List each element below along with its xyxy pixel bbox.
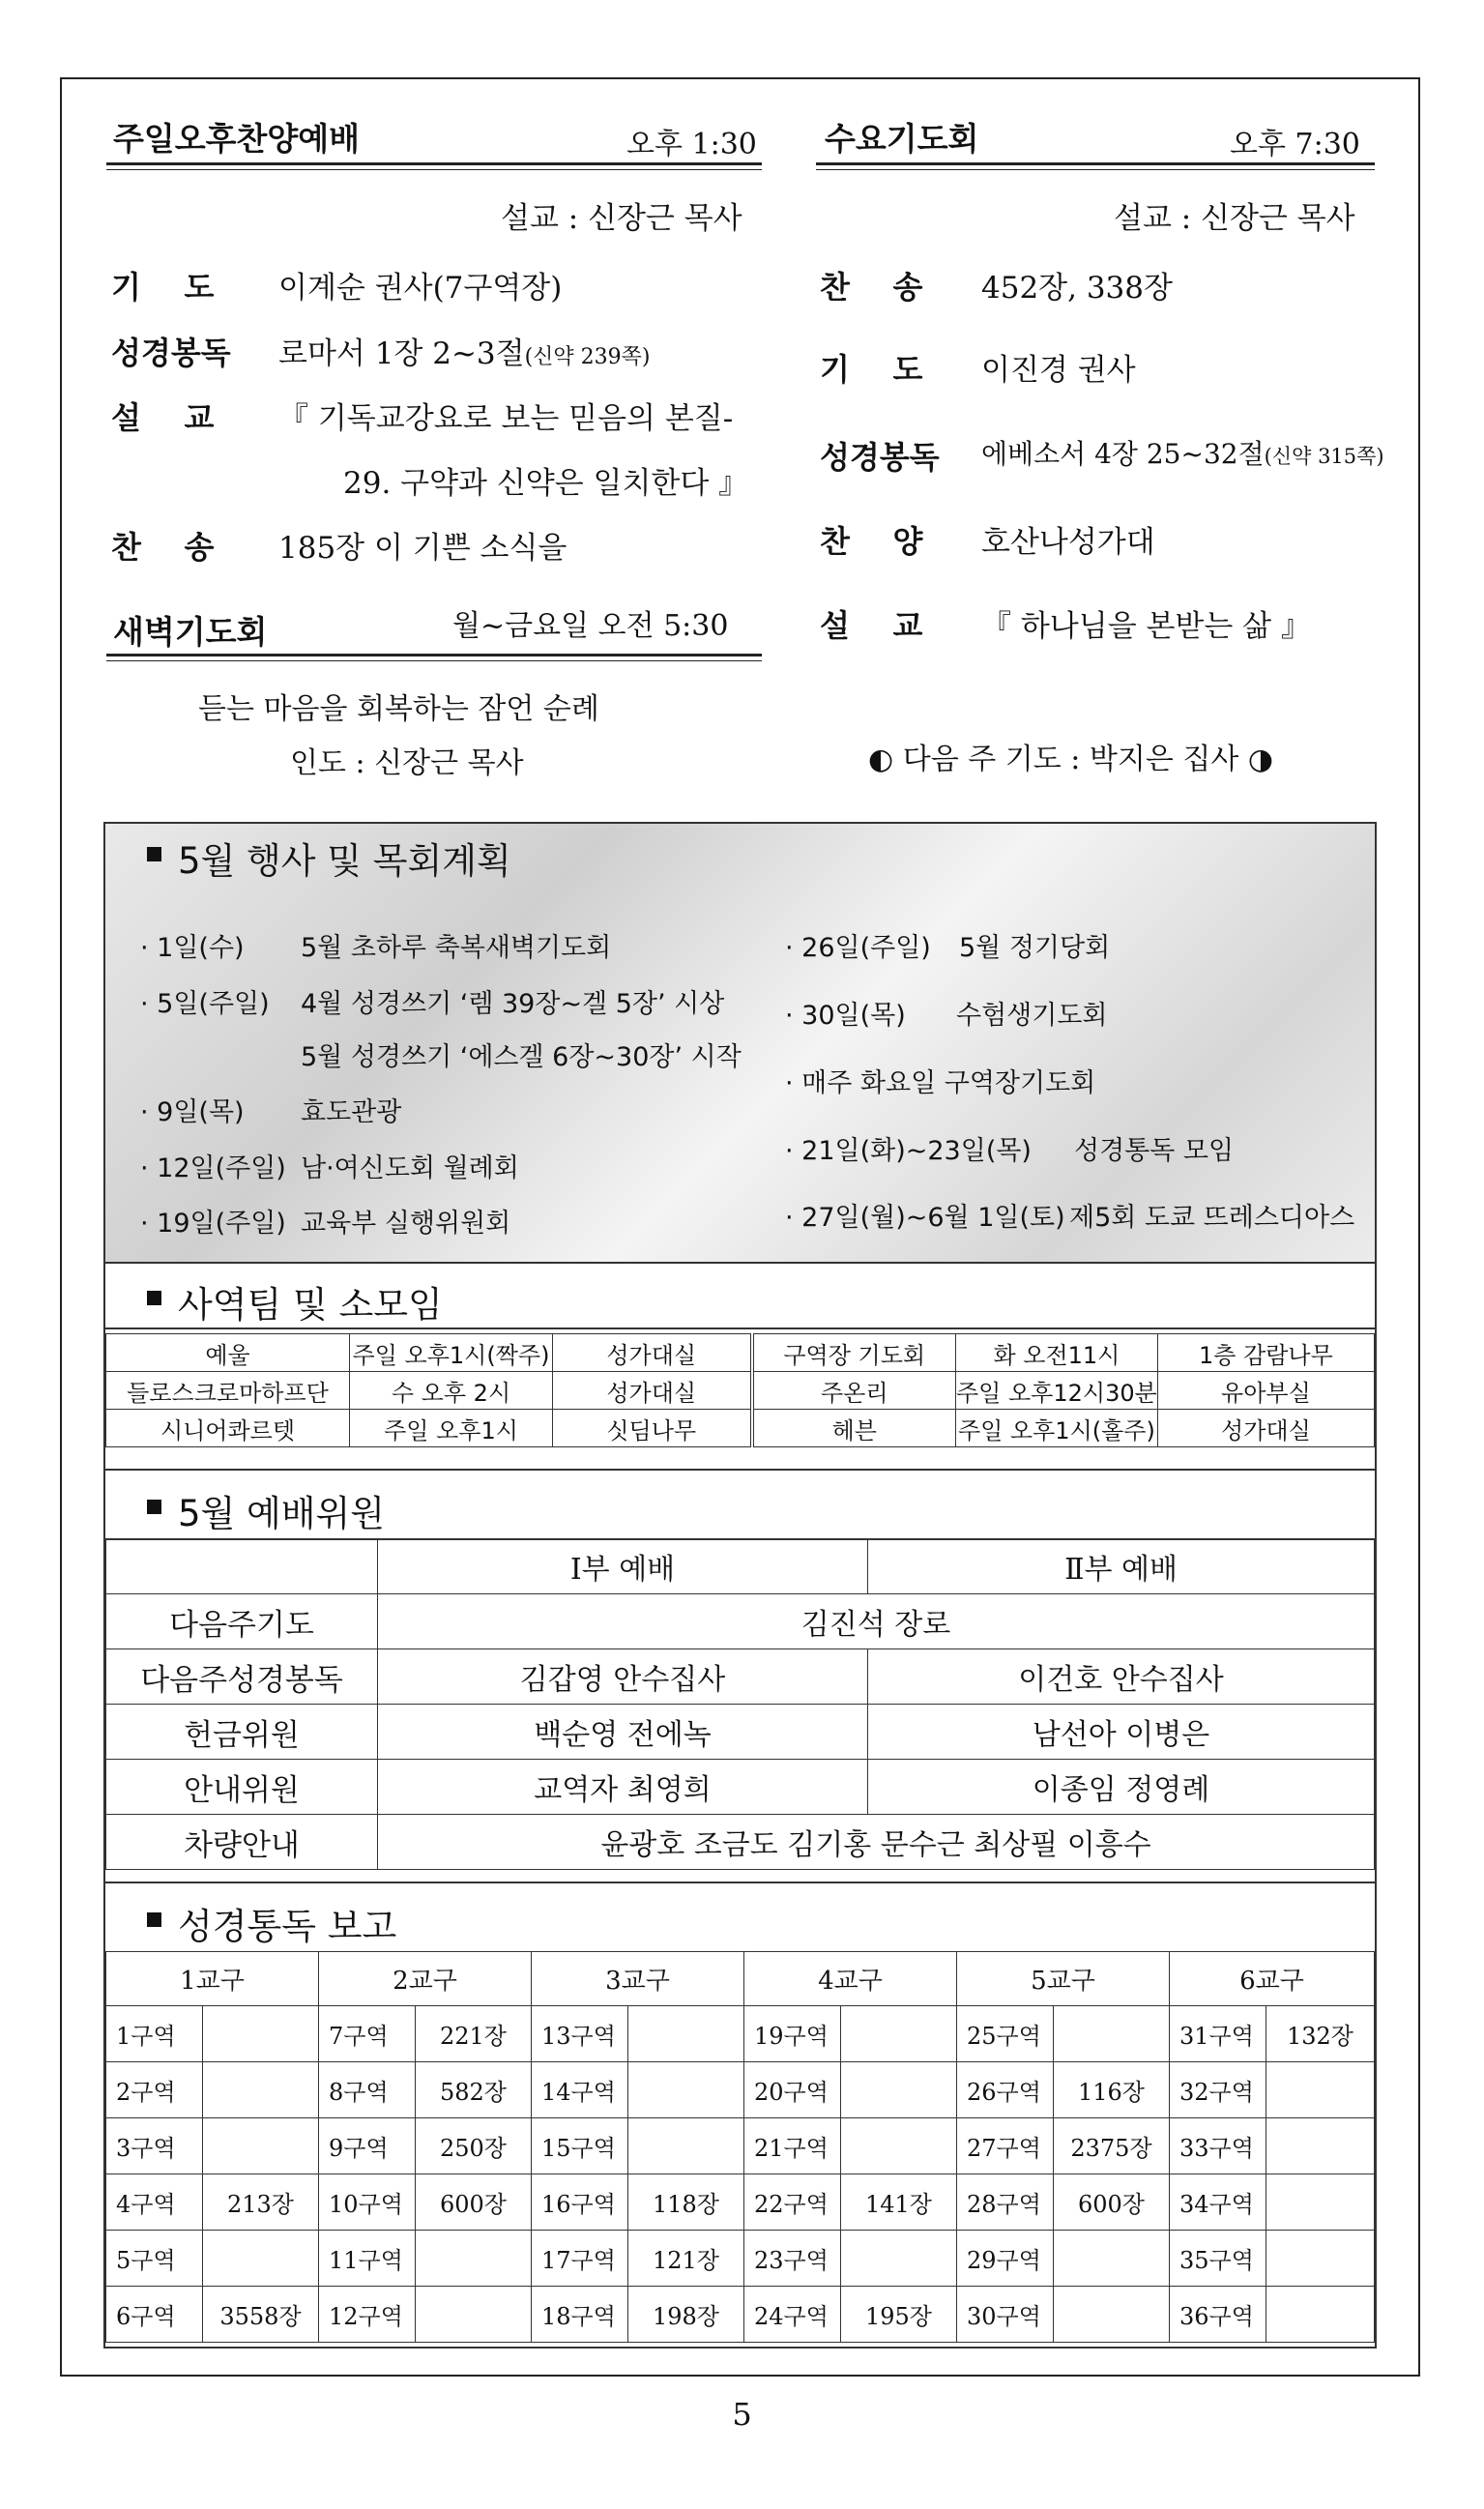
staff-names: 남선아 이병은 xyxy=(868,1705,1375,1760)
section-rule xyxy=(816,162,1375,165)
district-cell-count xyxy=(1054,2287,1170,2343)
staff-names: 윤광호 조금도 김기홍 문수근 최상필 이흥수 xyxy=(378,1815,1375,1870)
sunday-item-value xyxy=(278,329,651,372)
district-cell-name: 5구역 xyxy=(106,2231,203,2287)
district-cell-count xyxy=(841,2231,957,2287)
district-cell-name: 23구역 xyxy=(744,2231,841,2287)
bullet-square-icon xyxy=(147,847,161,861)
table-row xyxy=(106,2062,1375,2118)
event-date: · 19일(주일) xyxy=(140,1209,286,1239)
event-desc: 4월 성경쓰기 ‘렘 39장~겔 5장’ 시상 xyxy=(301,989,725,1019)
dawn-prayer-title: 새벽기도회 xyxy=(113,613,268,651)
district-cell-count: 116장 xyxy=(1054,2062,1170,2118)
table-row xyxy=(106,1372,1375,1410)
table-cell: 시니어콰르텟 xyxy=(106,1410,350,1447)
district-cell-name: 26구역 xyxy=(957,2062,1054,2118)
district-cell-count xyxy=(628,2118,744,2174)
table-cell: 주일 오후12시30분 xyxy=(956,1372,1158,1410)
district-cell-count xyxy=(203,2118,319,2174)
district-cell-count xyxy=(1266,2118,1375,2174)
district-cell-count: 2375장 xyxy=(1054,2118,1170,2174)
wednesday-item-label: 기 도 xyxy=(820,351,923,388)
bullet-square-icon xyxy=(147,1291,161,1305)
table-cell: 구역장 기도회 xyxy=(752,1334,956,1372)
district-cell-count xyxy=(416,2287,532,2343)
bible-reading-header xyxy=(105,1883,1375,1953)
event-desc: 5월 정기당회 xyxy=(959,933,1111,963)
table-cell: 유아부실 xyxy=(1157,1372,1374,1410)
district-cell-name: 25구역 xyxy=(957,2006,1054,2062)
section-rule xyxy=(106,654,762,656)
district-cell-count: 582장 xyxy=(416,2062,532,2118)
district-cell-count: 600장 xyxy=(1054,2174,1170,2231)
district-cell-name: 24구역 xyxy=(744,2287,841,2343)
sunday-afternoon-title: 주일오후찬양예배 xyxy=(113,120,361,158)
table-row xyxy=(106,2174,1375,2231)
worship-staff-header xyxy=(105,1471,1375,1540)
wednesday-sermon-preacher: 설교 : 신장근 목사 xyxy=(1114,201,1355,236)
table-cell: 주일 오후1시(홀주) xyxy=(956,1410,1158,1447)
worship-staff-title: 5월 예배위원 xyxy=(178,1493,386,1534)
sunday-item-label: 설 교 xyxy=(111,399,215,436)
wednesday-item-value xyxy=(981,433,1384,472)
event-date: · 9일(목) xyxy=(140,1097,245,1127)
district-cell-name: 29구역 xyxy=(957,2231,1054,2287)
sunday-item-value: 185장 이 기쁜 소식을 xyxy=(278,531,567,566)
district-cell-name: 8구역 xyxy=(319,2062,416,2118)
district-cell-count xyxy=(628,2062,744,2118)
dawn-prayer-theme: 듣는 마음을 회복하는 잠언 순례 xyxy=(198,692,599,726)
event-desc: 성경통독 모임 xyxy=(1074,1136,1235,1166)
event-date: · 매주 화요일 구역장기도회 xyxy=(785,1068,1096,1098)
next-week-prayer: ◐ 다음 주 기도 : 박지은 집사 ◑ xyxy=(868,743,1274,776)
wednesday-item-value: 이진경 권사 xyxy=(981,353,1136,388)
district-cell-name: 11구역 xyxy=(319,2231,416,2287)
table-cell: 화 오전11시 xyxy=(956,1334,1158,1372)
bullet-square-icon xyxy=(147,1912,161,1927)
table-header-row xyxy=(106,1952,1375,2006)
table-cell: 성가대실 xyxy=(553,1334,752,1372)
table-cell: 주일 오후1시 xyxy=(350,1410,553,1447)
district-cell-count: 195장 xyxy=(841,2287,957,2343)
staff-names: 백순영 전에녹 xyxy=(378,1705,868,1760)
district-cell-count: 221장 xyxy=(416,2006,532,2062)
sunday-sermon-title-line1: 『 기독교강요로 보는 믿음의 본질- xyxy=(278,401,734,436)
event-date: · 12일(주일) xyxy=(140,1153,286,1183)
table-row xyxy=(106,1705,1375,1760)
district-cell-count: 141장 xyxy=(841,2174,957,2231)
scripture-reference: 에베소서 4장 25~32절 xyxy=(981,438,1265,470)
district-cell-count: 198장 xyxy=(628,2287,744,2343)
event-date: · 26일(주일) xyxy=(785,933,931,963)
staff-names: 이종임 정영례 xyxy=(868,1760,1375,1815)
table-cell: 들로스크로마하프단 xyxy=(106,1372,350,1410)
district-header: 2교구 xyxy=(319,1952,532,2006)
bible-reading-table xyxy=(105,1951,1375,2343)
event-desc: 수험생기도회 xyxy=(956,1001,1108,1031)
table-row xyxy=(106,1410,1375,1447)
sunday-sermon-preacher: 설교 : 신장근 목사 xyxy=(501,201,742,236)
dawn-prayer-leader: 인도 : 신장근 목사 xyxy=(290,746,524,780)
event-desc: 제5회 도쿄 뜨레스디아스 xyxy=(1069,1203,1355,1233)
district-header: 1교구 xyxy=(106,1952,319,2006)
district-cell-name: 34구역 xyxy=(1170,2174,1266,2231)
table-row xyxy=(106,1539,1375,1594)
table-row xyxy=(106,2287,1375,2343)
table-cell: 싯딤나무 xyxy=(553,1410,752,1447)
event-date: · 30일(목) xyxy=(785,1001,906,1031)
wednesday-item-label: 설 교 xyxy=(820,607,923,644)
role-label: 안내위원 xyxy=(106,1760,378,1815)
scripture-page: (신약 315쪽) xyxy=(1264,445,1384,468)
district-cell-name: 16구역 xyxy=(532,2174,628,2231)
district-cell-name: 32구역 xyxy=(1170,2062,1266,2118)
scripture-reference: 로마서 1장 2~3절 xyxy=(278,336,525,371)
district-cell-count: 600장 xyxy=(416,2174,532,2231)
district-cell-name: 10구역 xyxy=(319,2174,416,2231)
district-cell-count xyxy=(841,2062,957,2118)
role-label: 다음주기도 xyxy=(106,1594,378,1649)
sunday-afternoon-time: 오후 1:30 xyxy=(626,128,757,161)
may-events-box xyxy=(103,822,1377,1264)
bible-reading-box xyxy=(103,1882,1377,2349)
wednesday-item-label: 찬 송 xyxy=(820,269,923,306)
district-cell-count: 213장 xyxy=(203,2174,319,2231)
sunday-item-label: 성경봉독 xyxy=(111,335,231,371)
event-date: · 27일(월)~6월 1일(토) xyxy=(785,1203,1065,1233)
district-cell-name: 33구역 xyxy=(1170,2118,1266,2174)
event-date: · 21일(화)~23일(목) xyxy=(785,1136,1032,1166)
first-service-header: Ⅰ부 예배 xyxy=(378,1539,868,1594)
district-cell-count xyxy=(628,2006,744,2062)
role-label: 다음주성경봉독 xyxy=(106,1649,378,1705)
district-cell-name: 17구역 xyxy=(532,2231,628,2287)
table-row xyxy=(106,1815,1375,1870)
staff-names: 김진석 장로 xyxy=(378,1594,1375,1649)
sunday-item-label: 기 도 xyxy=(111,269,215,306)
district-cell-name: 4구역 xyxy=(106,2174,203,2231)
wednesday-item-value: 452장, 338장 xyxy=(981,271,1173,306)
table-row xyxy=(106,1649,1375,1705)
district-cell-count: 121장 xyxy=(628,2231,744,2287)
table-row xyxy=(106,2231,1375,2287)
sunday-item-label: 찬 송 xyxy=(111,529,215,566)
district-cell-name: 2구역 xyxy=(106,2062,203,2118)
wednesday-prayer-time: 오후 7:30 xyxy=(1230,128,1360,161)
staff-names: 이건호 안수집사 xyxy=(868,1649,1375,1705)
district-cell-count xyxy=(841,2006,957,2062)
second-service-header: Ⅱ부 예배 xyxy=(868,1539,1375,1594)
table-row xyxy=(106,2118,1375,2174)
district-cell-count xyxy=(203,2062,319,2118)
district-cell-name: 18구역 xyxy=(532,2287,628,2343)
bullet-square-icon xyxy=(147,1500,161,1514)
sunday-item-value: 이계순 권사(7구역장) xyxy=(278,271,563,306)
district-cell-count xyxy=(203,2006,319,2062)
event-date: · 1일(수) xyxy=(140,933,245,963)
wednesday-item-label: 찬 양 xyxy=(820,523,923,560)
district-cell-name: 19구역 xyxy=(744,2006,841,2062)
district-cell-name: 35구역 xyxy=(1170,2231,1266,2287)
event-desc: 효도관광 xyxy=(301,1097,402,1127)
district-header: 4교구 xyxy=(744,1952,957,2006)
district-cell-name: 22구역 xyxy=(744,2174,841,2231)
event-desc: 5월 초하루 축복새벽기도회 xyxy=(301,933,612,963)
table-row xyxy=(106,1760,1375,1815)
wednesday-item-value: 『 하나님을 본받는 삶 』 xyxy=(981,609,1311,644)
ministry-box xyxy=(103,1262,1377,1471)
district-cell-name: 28구역 xyxy=(957,2174,1054,2231)
district-cell-name: 1구역 xyxy=(106,2006,203,2062)
event-desc: 5월 성경쓰기 ‘에스겔 6장~30장’ 시작 xyxy=(301,1042,742,1072)
district-cell-count xyxy=(1266,2062,1375,2118)
may-events-title: 5월 행사 및 목회계획 xyxy=(178,840,511,882)
bible-reading-title: 성경통독 보고 xyxy=(178,1906,397,1947)
ministry-title: 사역팀 및 소모임 xyxy=(178,1284,443,1326)
staff-names: 김갑영 안수집사 xyxy=(378,1649,868,1705)
district-cell-name: 21구역 xyxy=(744,2118,841,2174)
table-cell: 수 오후 2시 xyxy=(350,1372,553,1410)
district-cell-name: 7구역 xyxy=(319,2006,416,2062)
district-cell-count xyxy=(841,2118,957,2174)
district-cell-name: 15구역 xyxy=(532,2118,628,2174)
district-cell-count xyxy=(203,2231,319,2287)
ministry-table xyxy=(105,1333,1375,1447)
table-cell xyxy=(106,1539,378,1594)
table-cell: 헤븐 xyxy=(752,1410,956,1447)
district-header: 6교구 xyxy=(1170,1952,1375,2006)
table-row xyxy=(106,1334,1375,1372)
district-cell-name: 27구역 xyxy=(957,2118,1054,2174)
page-number: 5 xyxy=(732,2396,752,2433)
district-cell-count xyxy=(416,2231,532,2287)
worship-staff-table xyxy=(105,1538,1375,1870)
district-cell-count xyxy=(1054,2006,1170,2062)
district-cell-count: 250장 xyxy=(416,2118,532,2174)
district-cell-name: 13구역 xyxy=(532,2006,628,2062)
district-cell-name: 6구역 xyxy=(106,2287,203,2343)
district-cell-name: 36구역 xyxy=(1170,2287,1266,2343)
district-cell-name: 9구역 xyxy=(319,2118,416,2174)
district-cell-name: 14구역 xyxy=(532,2062,628,2118)
district-header: 5교구 xyxy=(957,1952,1170,2006)
role-label: 헌금위원 xyxy=(106,1705,378,1760)
sunday-sermon-title-line2: 29. 구약과 신약은 일치한다 』 xyxy=(343,466,749,501)
district-cell-count xyxy=(1266,2231,1375,2287)
district-cell-count: 3558장 xyxy=(203,2287,319,2343)
table-row xyxy=(106,1594,1375,1649)
role-label: 차량안내 xyxy=(106,1815,378,1870)
event-date: · 5일(주일) xyxy=(140,989,270,1019)
dawn-prayer-time: 월~금요일 오전 5:30 xyxy=(452,609,729,643)
may-events-header xyxy=(105,824,1375,886)
table-cell: 성가대실 xyxy=(553,1372,752,1410)
district-cell-name: 20구역 xyxy=(744,2062,841,2118)
table-row xyxy=(106,2006,1375,2062)
event-desc: 남·여신도회 월례회 xyxy=(301,1153,519,1183)
table-cell: 성가대실 xyxy=(1157,1410,1374,1447)
wednesday-item-value: 호산나성가대 xyxy=(981,525,1155,560)
district-cell-name: 3구역 xyxy=(106,2118,203,2174)
district-cell-count xyxy=(1266,2174,1375,2231)
wednesday-item-label: 성경봉독 xyxy=(820,439,940,476)
district-cell-name: 12구역 xyxy=(319,2287,416,2343)
scripture-page: (신약 239쪽) xyxy=(524,345,651,369)
table-cell: 예울 xyxy=(106,1334,350,1372)
staff-names: 교역자 최영희 xyxy=(378,1760,868,1815)
district-header: 3교구 xyxy=(532,1952,744,2006)
worship-staff-box xyxy=(103,1469,1377,1883)
event-desc: 교육부 실행위원회 xyxy=(301,1209,511,1239)
ministry-header xyxy=(105,1264,1375,1329)
district-cell-name: 31구역 xyxy=(1170,2006,1266,2062)
district-cell-count xyxy=(1266,2287,1375,2343)
wednesday-prayer-title: 수요기도회 xyxy=(825,120,979,158)
district-cell-count: 118장 xyxy=(628,2174,744,2231)
table-cell: 1층 감람나무 xyxy=(1157,1334,1374,1372)
district-cell-count: 132장 xyxy=(1266,2006,1375,2062)
district-cell-count xyxy=(1054,2231,1170,2287)
section-rule xyxy=(106,162,762,165)
table-cell: 주온리 xyxy=(752,1372,956,1410)
district-cell-name: 30구역 xyxy=(957,2287,1054,2343)
table-cell: 주일 오후1시(짝주) xyxy=(350,1334,553,1372)
